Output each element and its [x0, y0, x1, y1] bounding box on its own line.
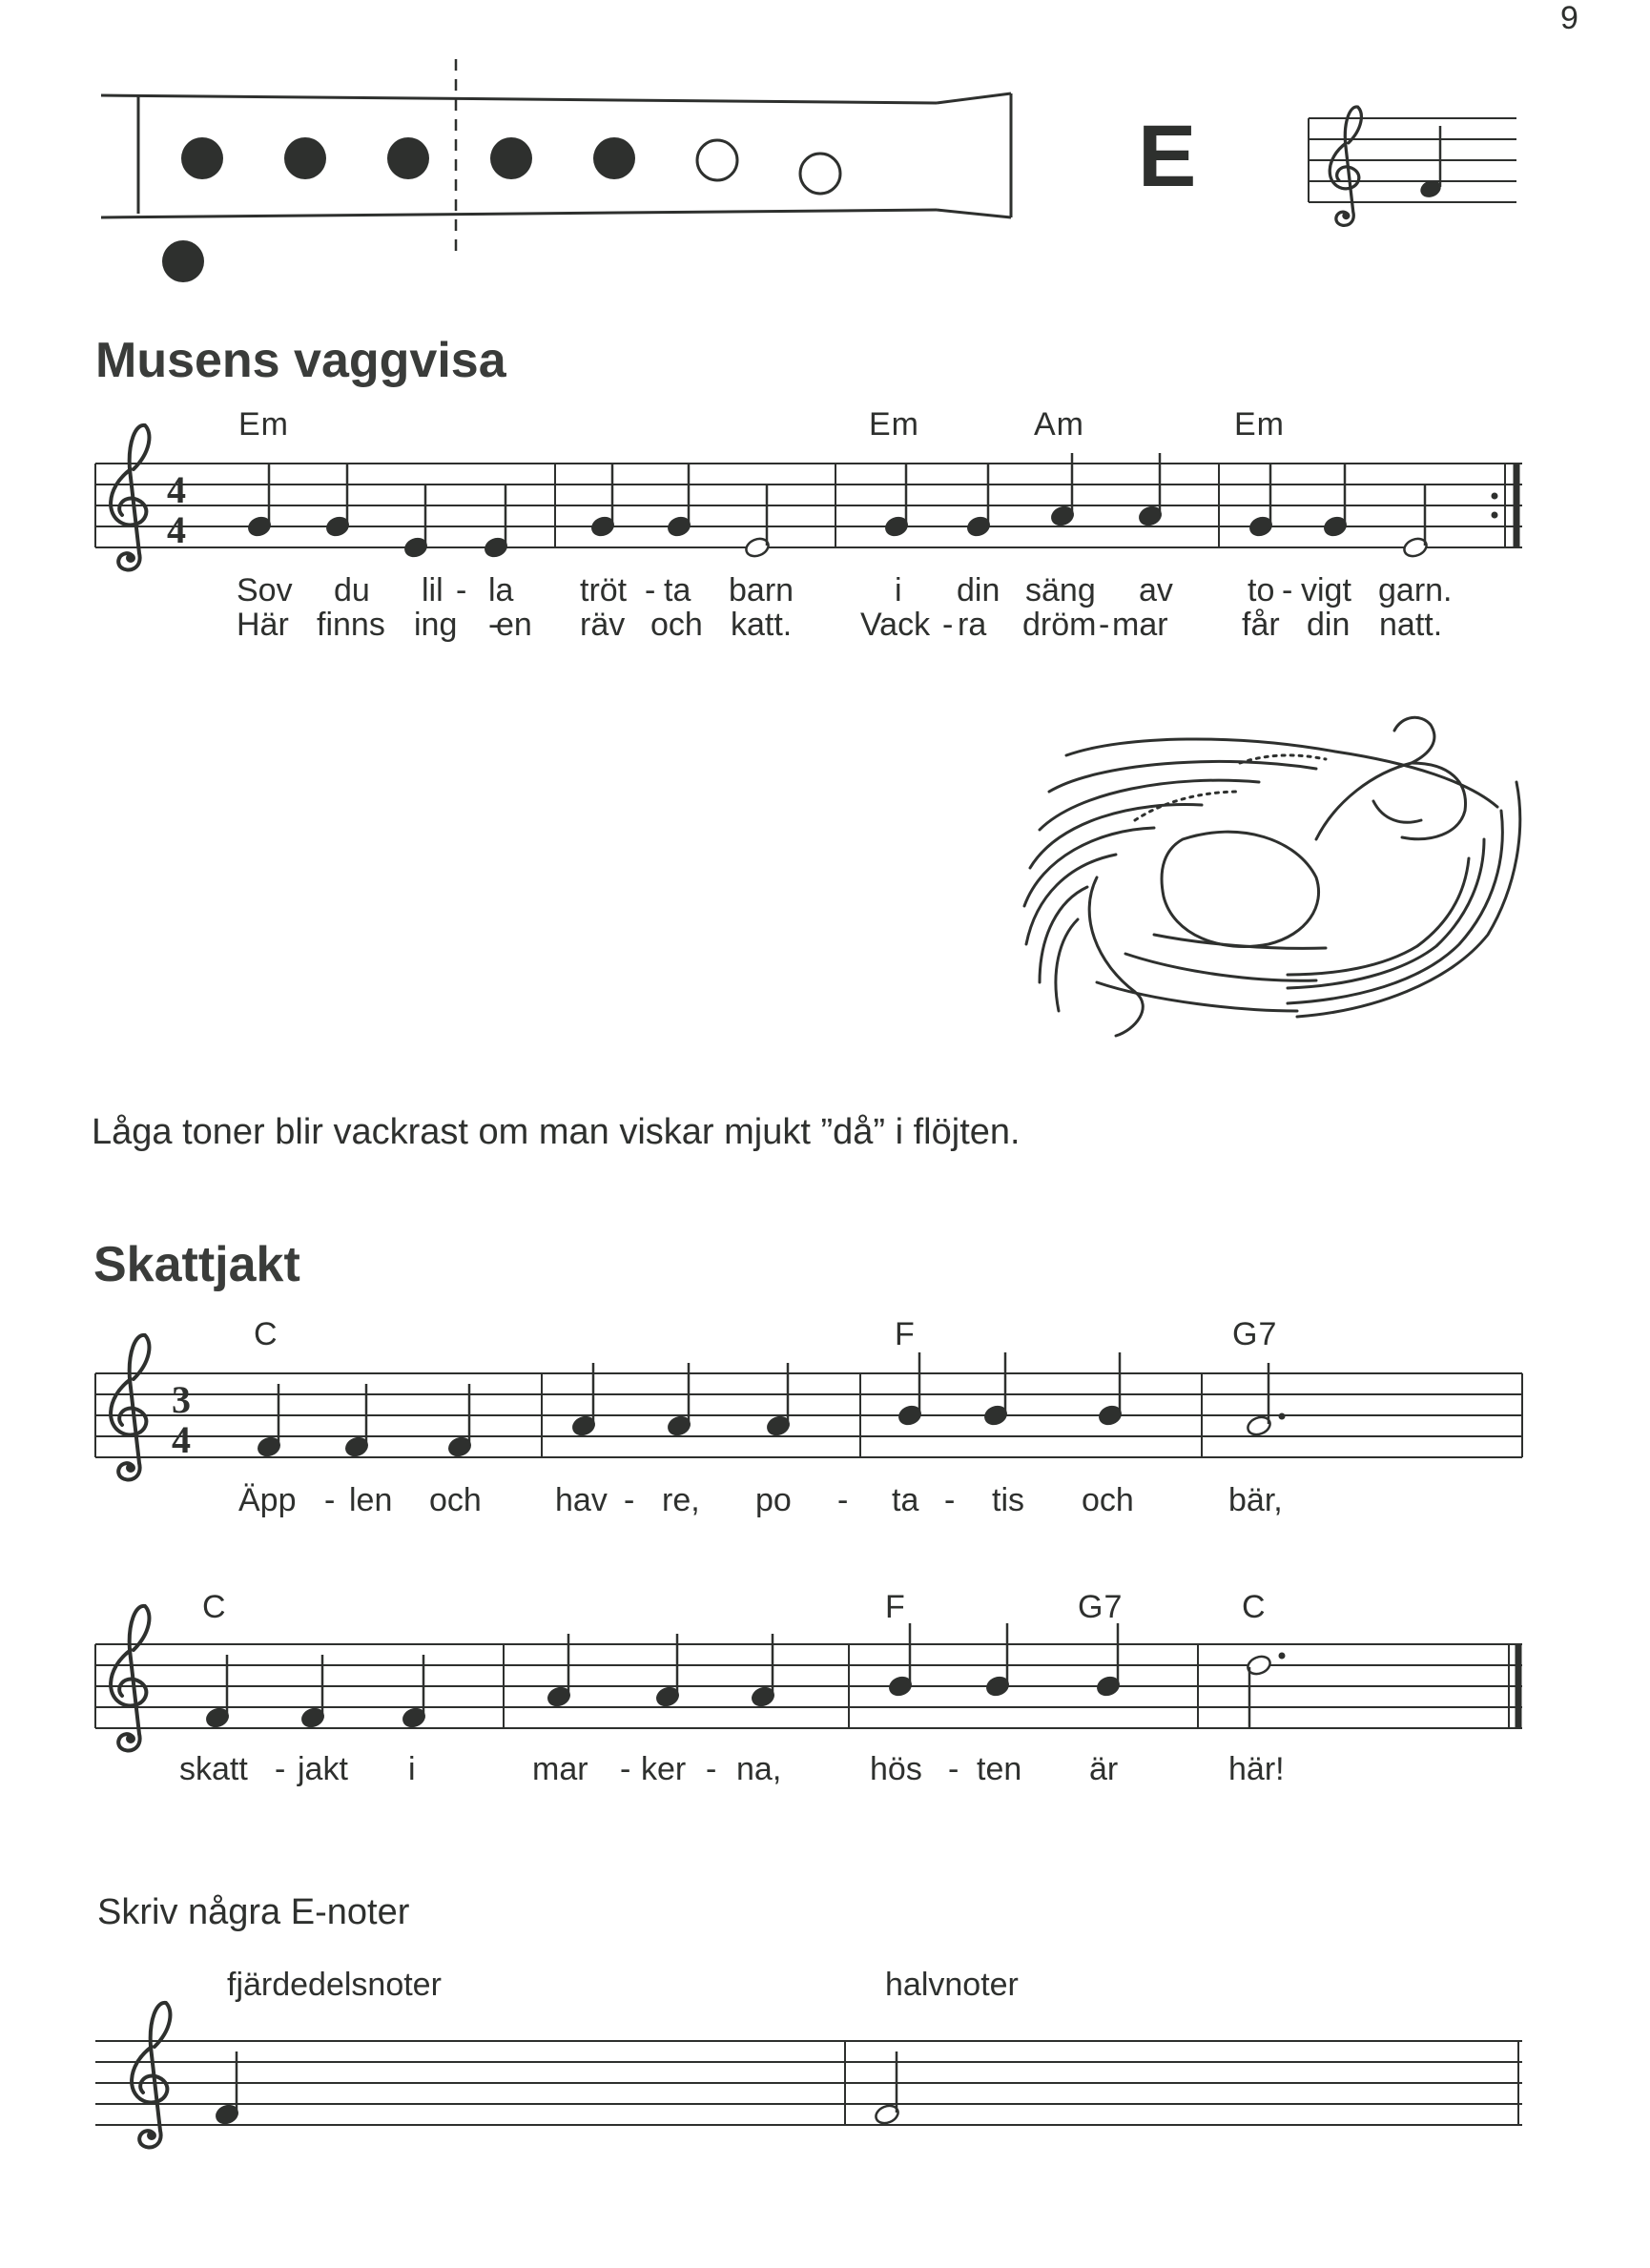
quarter-note: [590, 464, 616, 538]
chord-label: G7: [1078, 1589, 1124, 1625]
quarter-note: [1248, 464, 1274, 538]
lyric-syllable: katt.: [731, 607, 793, 643]
quarter-note: [983, 1352, 1009, 1427]
time-signature-top: 4: [167, 468, 186, 511]
lyric-syllable: får: [1242, 607, 1280, 643]
song-title: Musens vaggvisa: [95, 333, 506, 388]
note-name-label: E: [1138, 108, 1197, 205]
lyric-syllable: hav: [555, 1482, 608, 1518]
staff-exercise: [95, 2003, 1522, 2148]
lyric-syllable: mar: [532, 1751, 588, 1787]
lyric-syllable: ra: [958, 607, 987, 643]
lyric-syllable: och: [650, 607, 703, 643]
half-note: [1402, 485, 1430, 559]
chord-label: F: [885, 1589, 906, 1625]
lyric-syllable: -: [944, 1482, 956, 1518]
lyric-syllable: ta: [664, 572, 691, 608]
page-number: 9: [1560, 0, 1578, 36]
finger-hole-2-closed: [284, 137, 326, 179]
lyric-syllable: Äpp: [238, 1482, 297, 1518]
lyric-syllable: -: [1282, 572, 1293, 608]
quarter-note: [325, 464, 351, 538]
quarter-notes-label: fjärdedelsnoter: [227, 1967, 442, 2003]
lyric-syllable: hös: [870, 1751, 922, 1787]
finger-hole-7-open: [800, 154, 840, 194]
lyric-syllable: lil: [422, 572, 443, 608]
lyric-syllable: natt.: [1379, 607, 1443, 643]
lyric-syllable: du: [334, 572, 370, 608]
staff-skattjakt-1: [95, 1335, 1522, 1480]
exercise-instruction: Skriv några E-noter: [97, 1892, 410, 1932]
lyric-syllable: garn.: [1378, 572, 1453, 608]
quarter-note: [1098, 1352, 1124, 1427]
quarter-note: [1096, 1623, 1122, 1698]
lyric-syllable: räv: [580, 607, 626, 643]
lyric-syllable: Vack: [860, 607, 931, 643]
quarter-note: [985, 1623, 1011, 1698]
lyric-syllable: -: [1099, 607, 1110, 643]
lyric-syllable: Här: [237, 607, 289, 643]
lyric-syllable: dröm: [1022, 607, 1097, 643]
chord-label: Em: [238, 406, 289, 443]
time-signature-top: 3: [172, 1378, 191, 1421]
lyric-syllable: din: [957, 572, 1000, 608]
chord-label: G7: [1232, 1316, 1278, 1352]
half-notes-label: halvnoter: [885, 1967, 1019, 2003]
lyric-syllable: ker: [641, 1751, 687, 1787]
lyric-syllable: säng: [1025, 572, 1096, 608]
lyric-syllable: na,: [736, 1751, 782, 1787]
lyric-syllable: i: [408, 1751, 416, 1787]
chord-label: C: [1242, 1589, 1267, 1625]
lyric-syllable: -: [948, 1751, 959, 1787]
quarter-note: [247, 464, 273, 538]
finger-hole-3-closed: [387, 137, 429, 179]
lyric-syllable: här!: [1228, 1751, 1285, 1787]
lyric-syllable: din: [1307, 607, 1351, 643]
tip-text: Låga toner blir vackrast om man viskar mjukt ”då” i flöjten.: [92, 1112, 1021, 1152]
quarter-note: [966, 464, 992, 538]
lyric-syllable: barn: [729, 572, 794, 608]
quarter-note: [667, 464, 692, 538]
lyric-syllable: -: [942, 607, 954, 643]
lyric-syllable: -: [488, 607, 500, 643]
chord-label: C: [202, 1589, 227, 1625]
song-title: Skattjakt: [93, 1237, 300, 1292]
lyric-syllable: po: [755, 1482, 792, 1518]
sleeping-mouse-illustration: [1024, 717, 1520, 1036]
quarter-note: [403, 485, 429, 559]
chord-label: Em: [1234, 406, 1285, 443]
lyric-syllable: -: [837, 1482, 849, 1518]
notes-song2-line2: [205, 1623, 1286, 1729]
lyric-syllable: to: [1248, 572, 1275, 608]
lyric-syllable: ten: [977, 1751, 1022, 1787]
lyric-syllable: och: [429, 1482, 482, 1518]
lyric-syllable: -: [706, 1751, 717, 1787]
half-note: [744, 485, 772, 559]
lyric-syllable: av: [1139, 572, 1173, 608]
staff-musens-vaggvisa: [95, 425, 1522, 570]
quarter-note: [484, 485, 509, 559]
lyric-syllable: -: [624, 1482, 635, 1518]
lyric-syllable: tis: [992, 1482, 1024, 1518]
quarter-note: [888, 1623, 914, 1698]
lyric-syllable: -: [620, 1751, 631, 1787]
time-signature-bottom: 4: [167, 508, 186, 551]
quarter-note: [897, 1352, 923, 1427]
chord-label: F: [895, 1316, 916, 1352]
chord-label: Am: [1034, 406, 1084, 443]
lyric-syllable: skatt: [179, 1751, 248, 1787]
lyric-syllable: ta: [892, 1482, 919, 1518]
time-signature-bottom: 4: [172, 1418, 191, 1461]
quarter-note: [1323, 464, 1349, 538]
lyric-syllable: -: [324, 1482, 336, 1518]
notes-song2-line1: [257, 1352, 1286, 1458]
lyric-syllable: och: [1082, 1482, 1134, 1518]
staff-skattjakt-2: [95, 1606, 1522, 1751]
e-note-staff: [1309, 107, 1516, 225]
lyric-syllable: jakt: [298, 1751, 348, 1787]
finger-hole-4-closed: [490, 137, 532, 179]
lyric-syllable: Sov: [237, 572, 293, 608]
recorder-fingering-diagram: [101, 59, 1011, 282]
chord-label: C: [254, 1316, 278, 1352]
thumb-hole-closed: [162, 240, 204, 282]
lyric-syllable: ing: [414, 607, 458, 643]
lyric-syllable: är: [1089, 1751, 1119, 1787]
half-note: [1246, 1653, 1286, 1729]
chord-label: Em: [869, 406, 919, 443]
lyric-syllable: i: [895, 572, 902, 608]
lyric-syllable: la: [488, 572, 514, 608]
finger-hole-1-closed: [181, 137, 223, 179]
lyric-syllable: vigt: [1301, 572, 1351, 608]
lyric-syllable: -: [645, 572, 656, 608]
lyric-syllable: bär,: [1228, 1482, 1283, 1518]
lyric-syllable: mar: [1112, 607, 1168, 643]
lyric-syllable: en: [496, 607, 532, 643]
lyric-syllable: len: [349, 1482, 393, 1518]
lyric-syllable: -: [456, 572, 467, 608]
lyric-syllable: tröt: [580, 572, 628, 608]
lyric-syllable: finns: [317, 607, 385, 643]
lyric-syllable: re,: [662, 1482, 700, 1518]
finger-hole-6-open: [697, 140, 737, 180]
quarter-note: [884, 464, 910, 538]
finger-hole-5-closed: [593, 137, 635, 179]
lyric-syllable: -: [275, 1751, 286, 1787]
